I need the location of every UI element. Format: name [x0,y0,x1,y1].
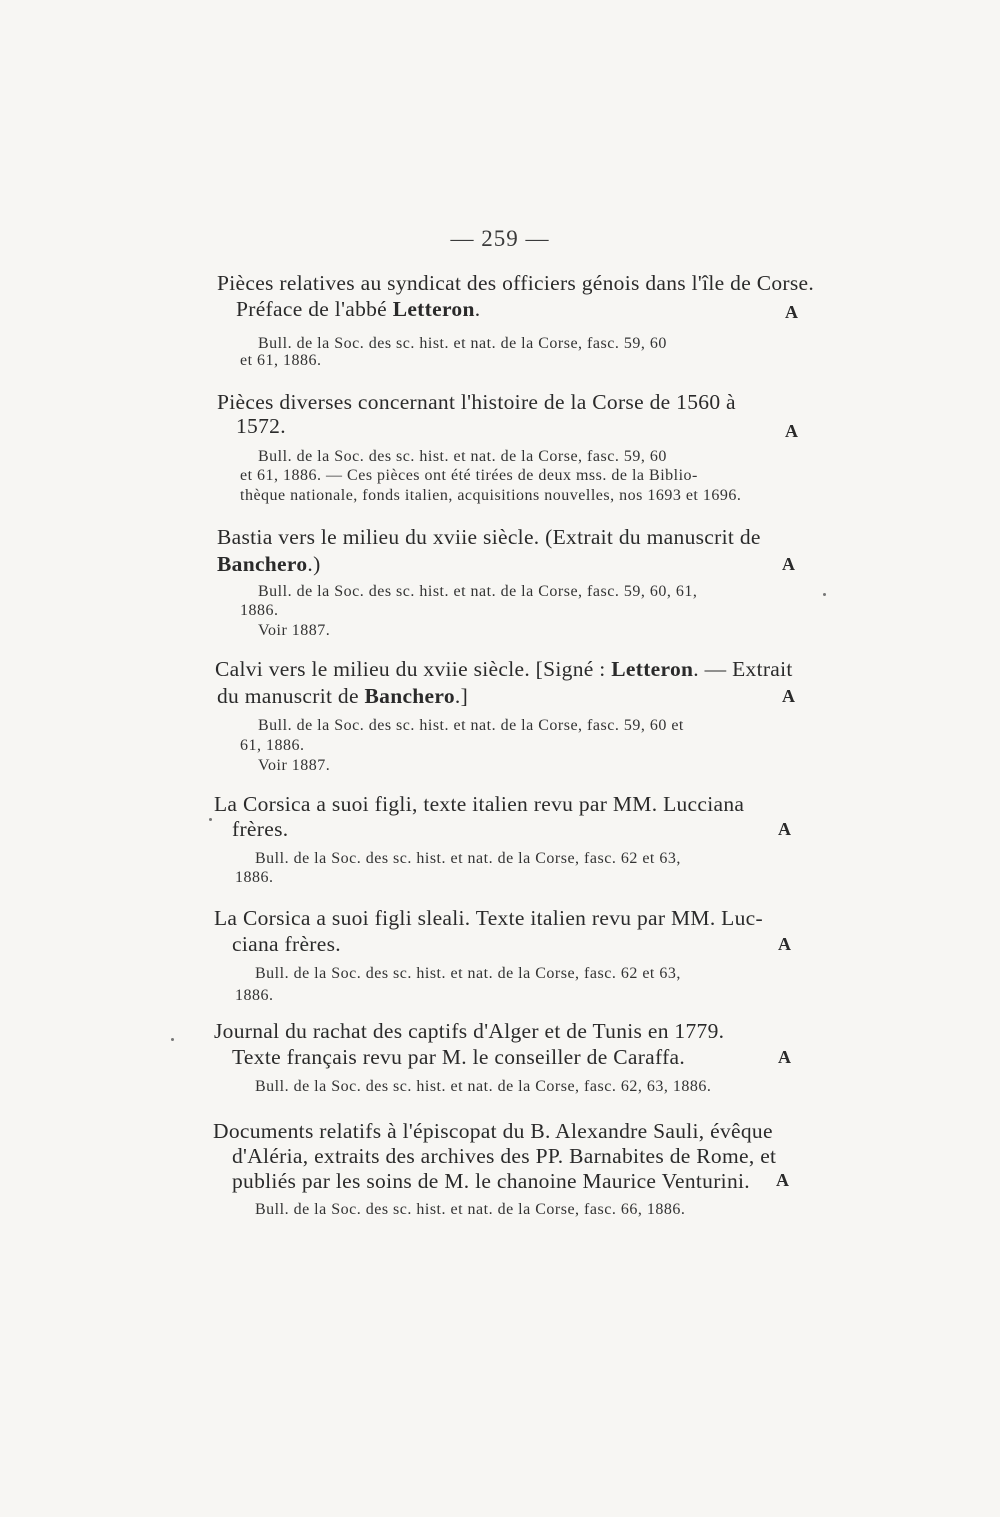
entry-title-line: Pièces diverses concernant l'histoire de la Corse de 1560 à [217,390,736,414]
entry-title-line: Pièces relatives au syndicat des officiers génois dans l'île de Corse. [217,271,815,295]
availability-mark: A [776,1170,789,1190]
entry-reference-line: 1886. [235,869,274,886]
author-name: Letteron [392,297,475,321]
availability-mark: A [785,302,798,322]
entry-reference-line: Bull. de la Soc. des sc. hist. et nat. de la Corse, fasc. 66, 1886. [255,1201,686,1218]
entry-reference-line: Bull. de la Soc. des sc. hist. et nat. de la Corse, fasc. 59, 60, 61, [258,583,698,600]
entry-title-line: 1572. [236,414,286,438]
entry-title-line: Bastia vers le milieu du xviie siècle. (Extrait du manuscrit de [217,525,761,549]
entry-reference-line: Voir 1887. [258,757,331,774]
entry-title-line: du manuscrit de Banchero.] [217,684,469,708]
scan-speck [823,593,826,596]
availability-mark: A [782,554,795,574]
entry-title-line: Préface de l'abbé Letteron. [236,297,481,321]
entry-title-line: Banchero.) [217,552,321,576]
entry-title-line: La Corsica a suoi figli sleali. Texte italien revu par MM. Luc- [214,906,763,930]
author-name: Banchero [217,552,308,576]
entry-reference-line: Voir 1887. [258,622,331,639]
entry-title-line: publiés par les soins de M. le chanoine Maurice Venturini. [232,1169,750,1193]
entry-reference-line: Bull. de la Soc. des sc. hist. et nat. de la Corse, fasc. 59, 60 et [258,717,684,734]
scan-speck [171,1038,174,1041]
entry-reference-line: Bull. de la Soc. des sc. hist. et nat. de la Corse, fasc. 62, 63, 1886. [255,1078,712,1095]
entry-reference-line: Bull. de la Soc. des sc. hist. et nat. de la Corse, fasc. 59, 60 [258,335,667,352]
entry-title-line: ciana frères. [232,932,341,956]
availability-mark: A [778,934,791,954]
availability-mark: A [778,819,791,839]
entry-title-line: frères. [232,817,289,841]
availability-mark: A [785,421,798,441]
scan-speck [209,818,212,821]
author-name: Letteron [611,657,694,681]
entry-reference-line: et 61, 1886. — Ces pièces ont été tirées de deux mss. de la Biblio- [240,467,698,484]
entry-title-line: Texte français revu par M. le conseiller de Caraffa. [232,1045,686,1069]
entry-title-line: Journal du rachat des captifs d'Alger et de Tunis en 1779. [214,1019,725,1043]
availability-mark: A [778,1047,791,1067]
entry-reference-line: 1886. [235,987,274,1004]
availability-mark: A [782,686,795,706]
entry-title-line: Calvi vers le milieu du xviie siècle. [Signé : Letteron. — Extrait [215,657,793,681]
entry-reference-line: Bull. de la Soc. des sc. hist. et nat. de la Corse, fasc. 62 et 63, [255,965,681,982]
entry-reference-line: et 61, 1886. [240,352,322,369]
entry-title-line: d'Aléria, extraits des archives des PP. Barnabites de Rome, et [232,1144,777,1168]
entry-reference-line: Bull. de la Soc. des sc. hist. et nat. de la Corse, fasc. 62 et 63, [255,850,681,867]
author-name: Banchero [364,684,455,708]
page-number: — 259 — [450,226,550,251]
entry-title-line: Documents relatifs à l'épiscopat du B. Alexandre Sauli, évêque [213,1119,773,1143]
entry-title-line: La Corsica a suoi figli, texte italien revu par MM. Lucciana [214,792,745,816]
entry-reference-line: 1886. [240,602,279,619]
entry-reference-line: Bull. de la Soc. des sc. hist. et nat. de la Corse, fasc. 59, 60 [258,448,667,465]
entry-reference-line: thèque nationale, fonds italien, acquisitions nouvelles, nos 1693 et 1696. [240,487,742,504]
entry-reference-line: 61, 1886. [240,737,305,754]
